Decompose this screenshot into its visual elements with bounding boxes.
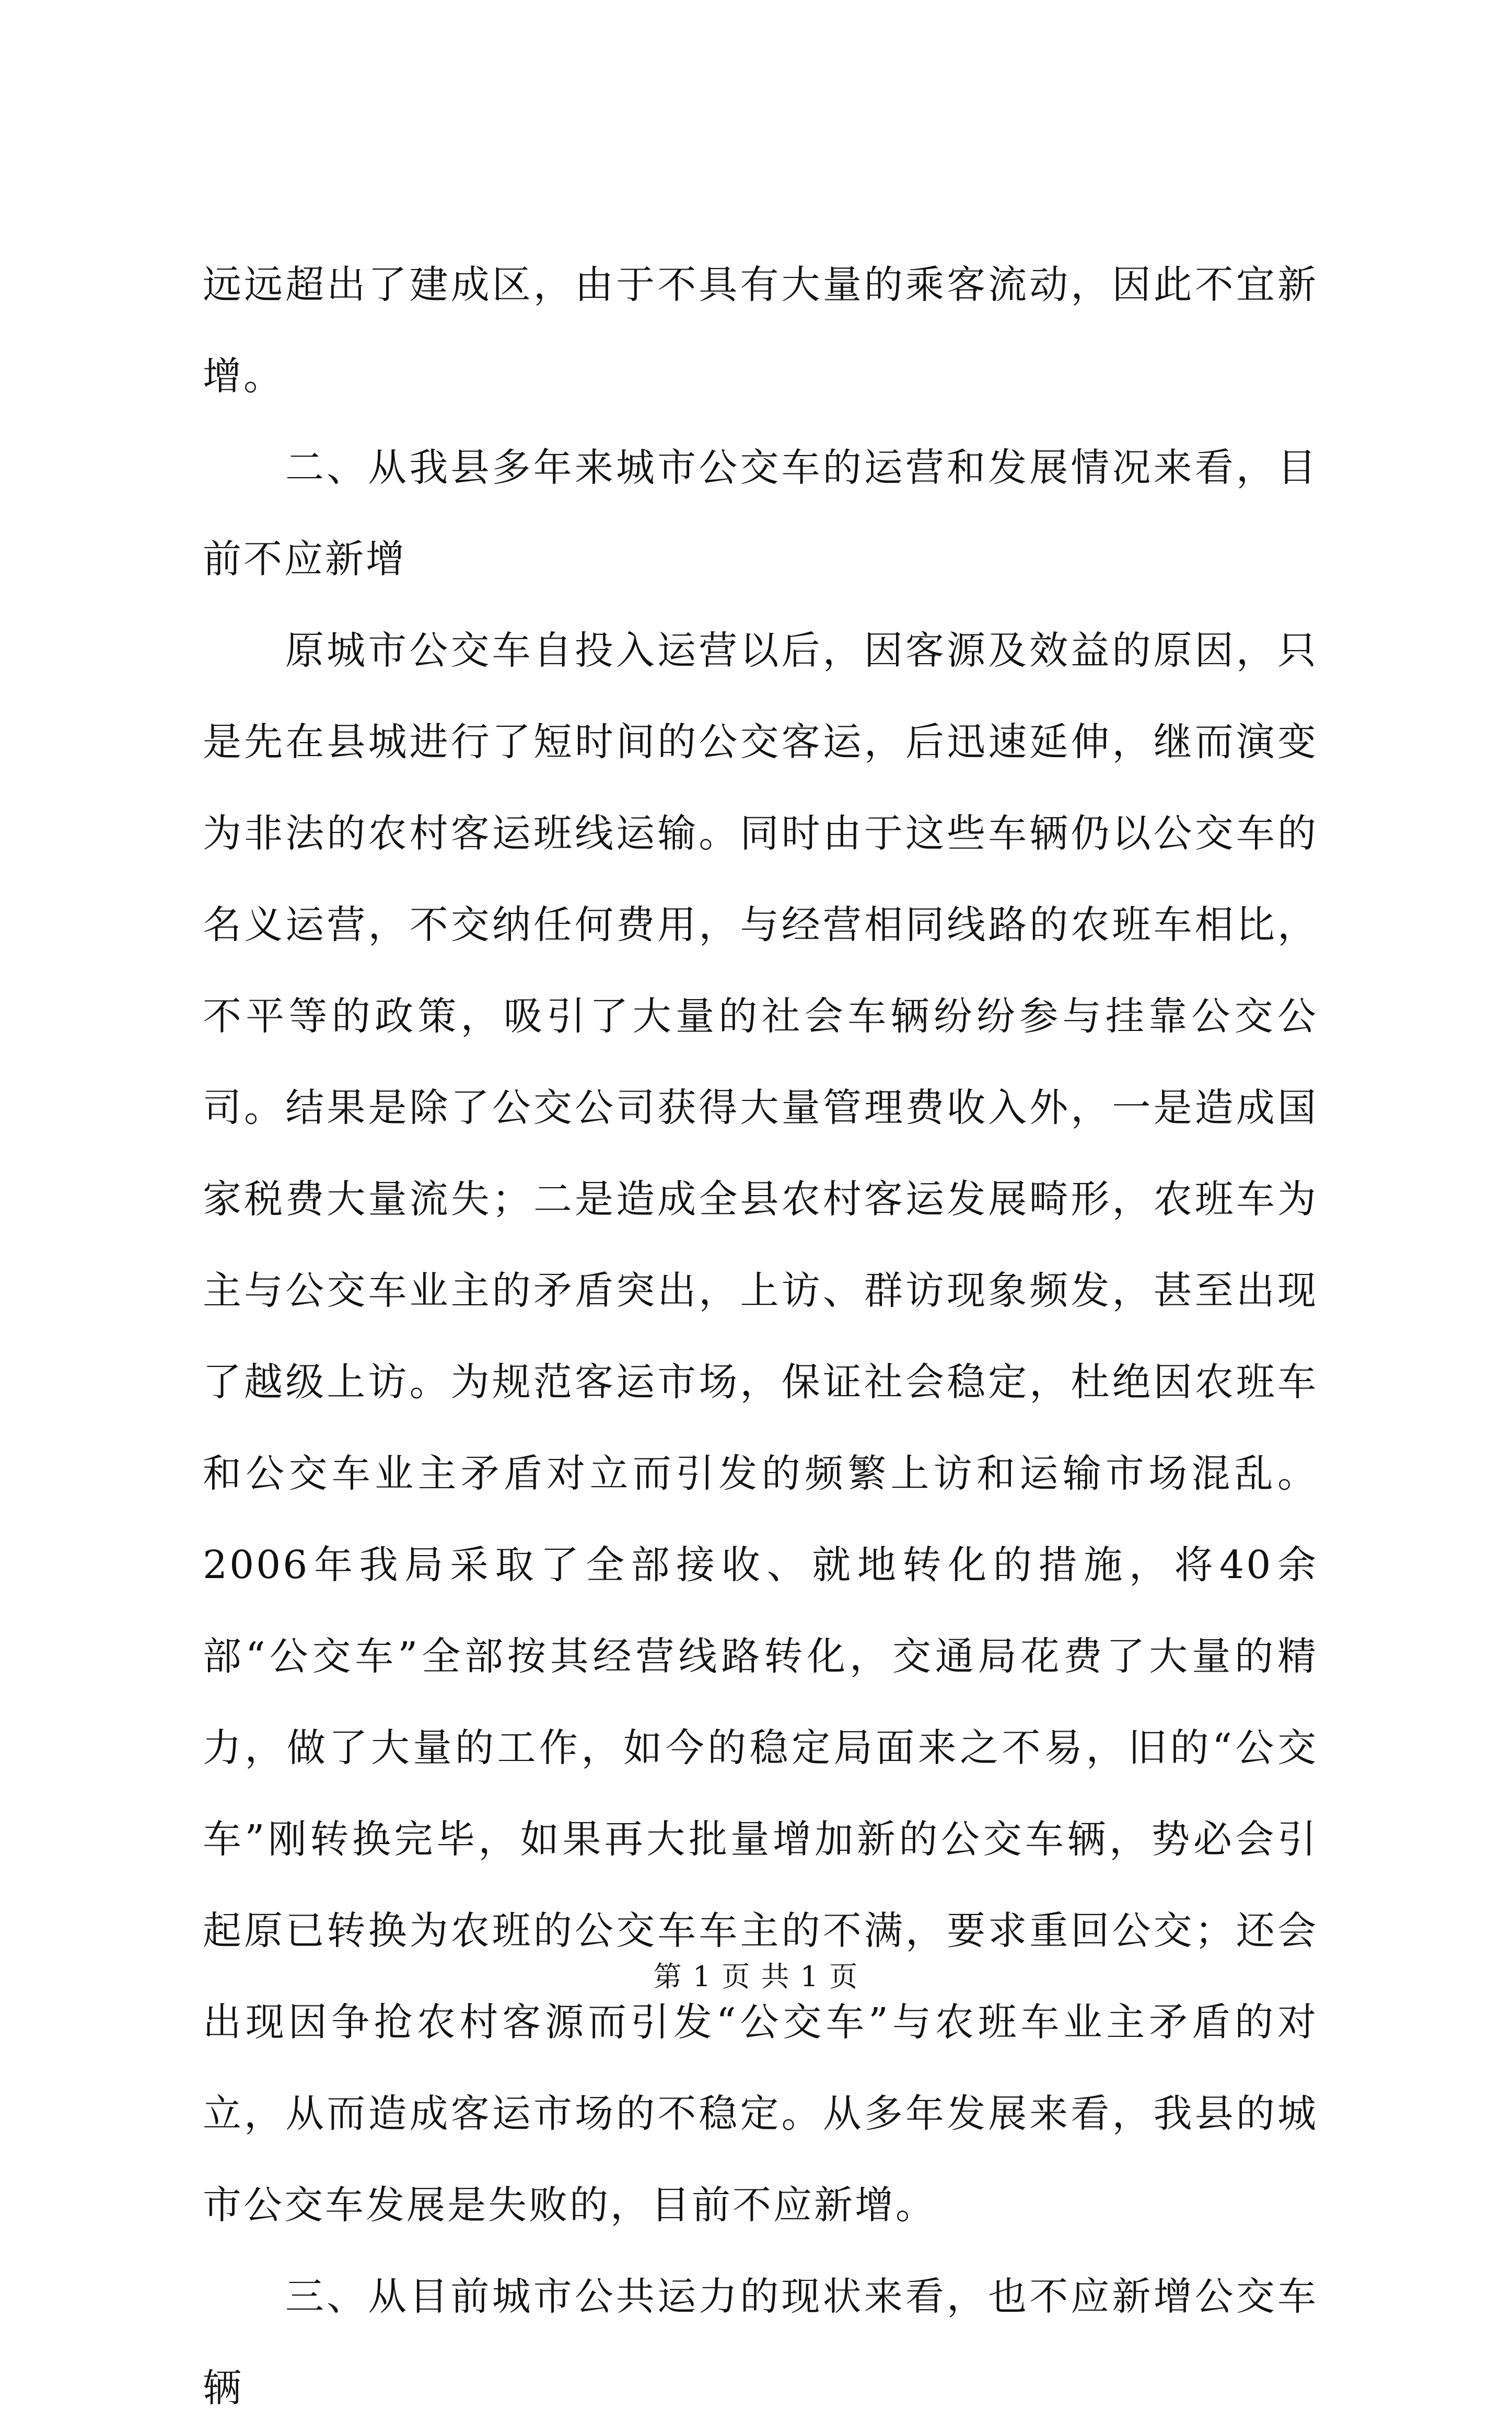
section-heading-two: 二、从我县多年来城市公交车的运营和发展情况来看，目前不应新增 bbox=[203, 445, 1318, 582]
section-heading-three: 三、从目前城市公共运力的现状来看，也不应新增公交车辆 bbox=[203, 2274, 1318, 2410]
paragraph-continuation: 远远超出了建成区，由于不具有大量的乘客流动，因此不宜新增。 bbox=[203, 262, 1318, 399]
document-body bbox=[203, 239, 1318, 2434]
page-number-footer: 第 1 页 共 1 页 bbox=[653, 1960, 859, 1993]
paragraph-main: 原城市公交车自投入运营以后，因客源及效益的原因，只是先在县城进行了短时间的公交客运，后迅速延伸，继而演变为非法的农村客运班线运输。同时由于这些车辆仍以公交车的名义运营，不交纳任何费用，与经营相同线路的农班车相比，不平等的政策，吸引了大量的社会车辆纷纷参与挂靠公交公司。结果是除了公交公司获得大量管理费收入外，一是造成国家税费大量流失；二是造成全县农村客运发展畸形，农班车为主与公交车业主的矛盾突出，上访、群访现象频发，甚至出现了越级上访。为规范客运市场，保证社会稳定，杜绝因农班车和公交车业主矛盾对立而引发的频繁上访和运输市场混乱。2006年我局采取了全部接收、就地转化的措施，将40余部“公交车”全部按其经营线路转化，交通局花费了大量的精力，做了大量的工作，如今的稳定局面来之不易，旧的“公交车”刚转换完毕，如果再大批量增加新的公交车辆，势必会引起原已转换为农班的公交车车主的不满，要求重回公交；还会出现因争抢农村客源而引发“公交车”与农班车业主矛盾的对立，从而造成客运市场的不稳定。从多年发展来看，我县的城市公交车发展是失败的，目前不应新增。 bbox=[203, 628, 1318, 2228]
